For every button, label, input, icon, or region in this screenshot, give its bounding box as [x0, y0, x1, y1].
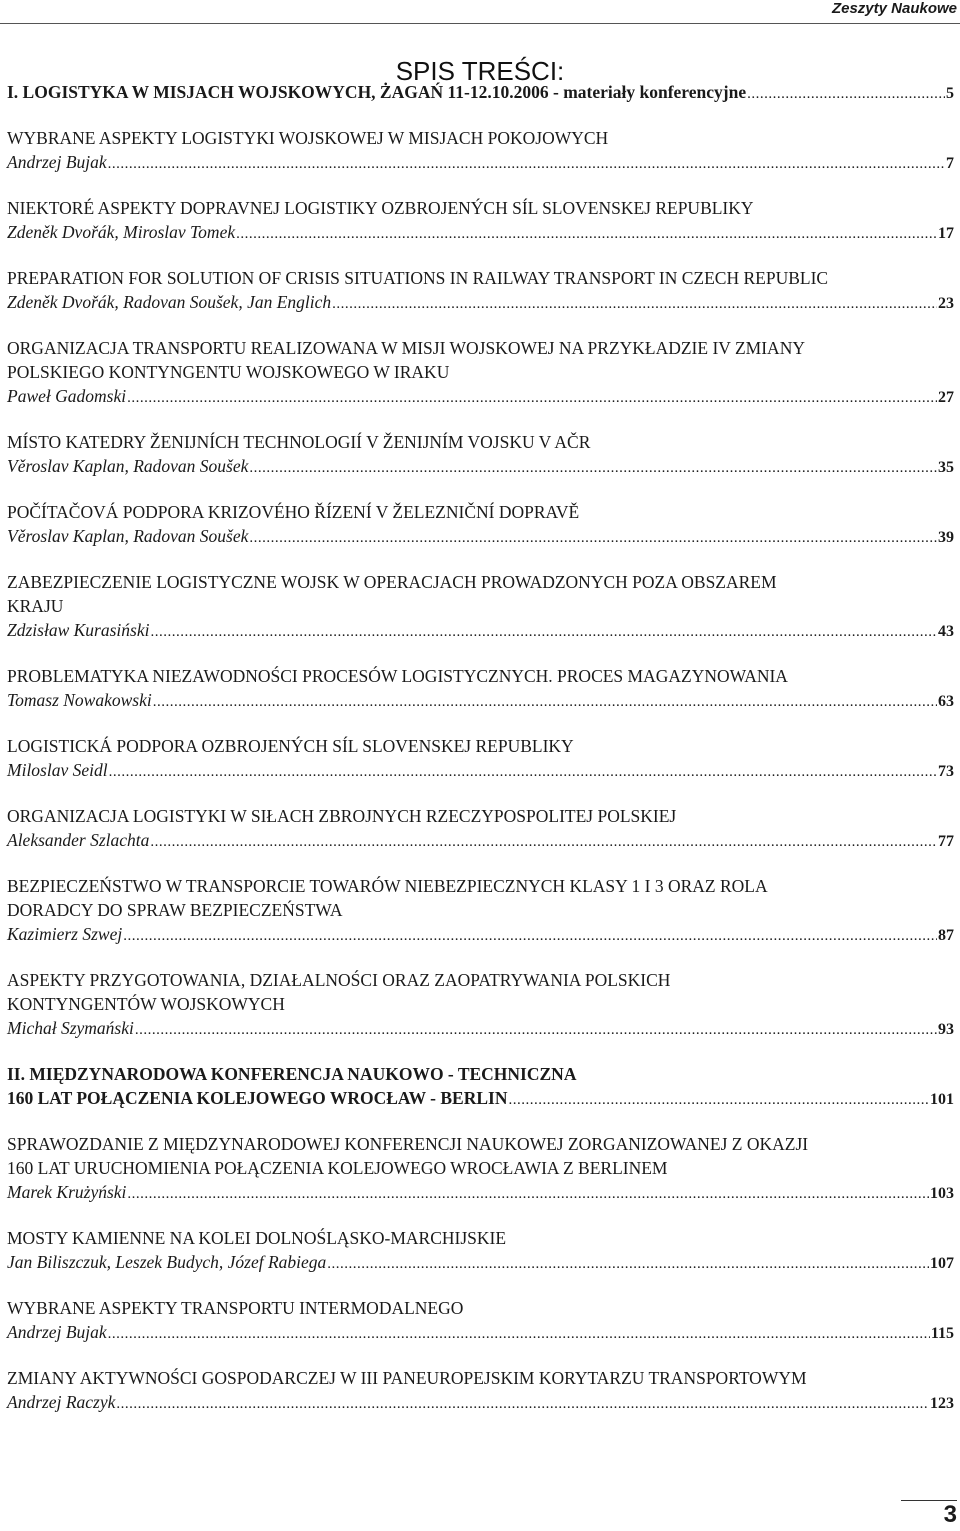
entry-title-line: WYBRANE ASPEKTY LOGISTYKI WOJSKOWEJ W MISJACH POKOJOWYCH [7, 128, 609, 148]
toc-entry[interactable] [7, 734, 954, 784]
toc-entry[interactable] [7, 196, 954, 246]
dot-leader [249, 456, 937, 480]
entry-page-number: 63 [938, 693, 954, 710]
entry-title-line: ASPEKTY PRZYGOTOWANIA, DZIAŁALNOŚCI ORAZ ZAOPATRYWANIA POLSKICH [7, 970, 671, 990]
dot-leader [236, 222, 937, 246]
entry-leader-line [7, 150, 954, 176]
table-of-contents [7, 80, 954, 1416]
toc-entry[interactable] [7, 1226, 954, 1276]
entry-authors: Aleksander Szlachta [7, 830, 150, 850]
entry-title-line: ORGANIZACJA LOGISTYKI W SIŁACH ZBROJNYCH RZECZYPOSPOLITEJ POLSKIEJ [7, 806, 677, 826]
dot-leader [127, 1182, 929, 1206]
entry-title-line: ZMIANY AKTYWNOŚCI GOSPODARCZEJ W III PANEUROPEJSKIM KORYTARZU TRANSPORTOWYM [7, 1368, 807, 1388]
entry-authors: Marek Krużyński [7, 1182, 127, 1202]
entry-authors: Andrzej Bujak [7, 152, 107, 172]
section-heading: I. LOGISTYKA W MISJACH WOJSKOWYCH, ŻAGAŃ 11-12.10.2006 - materiały konferencyjne [7, 82, 747, 102]
entry-title-line: MÍSTO KATEDRY ŽENIJNÍCH TECHNOLOGIÍ V ŽENIJNÍM VOJSKU V AČR [7, 432, 591, 452]
entry-page-number: 87 [938, 927, 954, 944]
dot-leader [508, 1088, 929, 1112]
entry-authors: Andrzej Raczyk [7, 1392, 116, 1412]
entry-authors: Zdzisław Kurasiński [7, 620, 150, 640]
dot-leader [332, 292, 937, 316]
entry-page-number: 107 [930, 1255, 954, 1272]
toc-entry[interactable] [7, 1296, 954, 1346]
dot-leader [135, 1018, 937, 1042]
dot-leader [108, 1322, 930, 1346]
entry-leader-line [7, 758, 954, 784]
toc-entry[interactable] [7, 570, 954, 644]
entry-leader-line [7, 1016, 954, 1042]
section-heading: 160 LAT POŁĄCZENIA KOLEJOWEGO WROCŁAW - BERLIN [7, 1088, 508, 1108]
entry-title-line: POČÍTAČOVÁ PODPORA KRIZOVÉHO ŘÍZENÍ V ŽELEZNIČNÍ DOPRAVĚ [7, 502, 580, 522]
entry-authors: Věroslav Kaplan, Radovan Soušek [7, 456, 249, 476]
entry-title-line: ORGANIZACJA TRANSPORTU REALIZOWANA W MISJI WOJSKOWEJ NA PRZYKŁADZIE IV ZMIANY [7, 338, 805, 358]
dot-leader [123, 924, 937, 948]
toc-entry[interactable] [7, 126, 954, 176]
toc-entry[interactable] [7, 430, 954, 480]
entry-page-number: 23 [938, 295, 954, 312]
entry-page-number: 101 [930, 1091, 954, 1108]
dot-leader [108, 152, 945, 176]
entry-leader-line [7, 618, 954, 644]
entry-authors: Věroslav Kaplan, Radovan Soušek [7, 526, 249, 546]
entry-authors: Jan Biliszczuk, Leszek Budych, Józef Rabiega [7, 1252, 327, 1272]
toc-entry[interactable] [7, 664, 954, 714]
entry-leader-line [7, 524, 954, 550]
entry-page-number: 7 [946, 155, 954, 172]
toc-entry[interactable] [7, 266, 954, 316]
entry-title-line: II. MIĘDZYNARODOWA KONFERENCJA NAUKOWO - TECHNICZNA [7, 1064, 577, 1084]
entry-title-line: NIEKTORÉ ASPEKTY DOPRAVNEJ LOGISTIKY OZBROJENÝCH SÍL SLOVENSKEJ REPUBLIKY [7, 198, 754, 218]
entry-page-number: 5 [946, 85, 954, 102]
entry-title-line: SPRAWOZDANIE Z MIĘDZYNARODOWEJ KONFERENCJI NAUKOWEJ ZORGANIZOWANEJ Z OKAZJI [7, 1134, 809, 1154]
entry-title-line: 160 LAT URUCHOMIENIA POŁĄCZENIA KOLEJOWEGO WROCŁAWIA Z BERLINEM [7, 1158, 668, 1178]
toc-entry[interactable] [7, 968, 954, 1042]
entry-authors: Kazimierz Szwej [7, 924, 123, 944]
dot-leader [327, 1252, 929, 1276]
entry-authors: Zdeněk Dvořák, Radovan Soušek, Jan Englich [7, 292, 332, 312]
entry-page-number: 93 [938, 1021, 954, 1038]
entry-title-line: LOGISTICKÁ PODPORA OZBROJENÝCH SÍL SLOVENSKEJ REPUBLIKY [7, 736, 574, 756]
header-rule [0, 23, 960, 24]
entry-leader-line [7, 1320, 954, 1346]
entry-authors: Tomasz Nowakowski [7, 690, 152, 710]
toc-entry[interactable] [7, 80, 954, 106]
dot-leader [153, 690, 937, 714]
entry-authors: Paweł Gadomski [7, 386, 127, 406]
entry-leader-line [7, 828, 954, 854]
entry-leader-line [7, 1390, 954, 1416]
entry-page-number: 73 [938, 763, 954, 780]
dot-leader [150, 830, 937, 854]
entry-title-line: PROBLEMATYKA NIEZAWODNOŚCI PROCESÓW LOGISTYCZNYCH. PROCES MAGAZYNOWANIA [7, 666, 788, 686]
entry-title-line: PREPARATION FOR SOLUTION OF CRISIS SITUATIONS IN RAILWAY TRANSPORT IN CZECH REPUBLIC [7, 268, 829, 288]
entry-leader-line [7, 454, 954, 480]
entry-page-number: 103 [930, 1185, 954, 1202]
entry-page-number: 35 [938, 459, 954, 476]
page-number: 3 [943, 1501, 957, 1528]
entry-page-number: 77 [938, 833, 954, 850]
journal-name: Zeszyty Naukowe [831, 0, 957, 17]
toc-entry[interactable] [7, 336, 954, 410]
entry-leader-line [7, 1180, 954, 1206]
dot-leader [127, 386, 937, 410]
toc-title: SPIS TREŚCI: [395, 56, 565, 86]
dot-leader [150, 620, 937, 644]
entry-leader-line [7, 384, 954, 410]
entry-title-line: POLSKIEGO KONTYNGENTU WOJSKOWEGO W IRAKU [7, 362, 450, 382]
entry-leader-line [7, 290, 954, 316]
toc-entry[interactable] [7, 804, 954, 854]
entry-page-number: 115 [930, 1325, 954, 1342]
entry-authors: Miloslav Seidl [7, 760, 108, 780]
entry-leader-line [7, 80, 954, 106]
dot-leader [249, 526, 937, 550]
toc-entry[interactable] [7, 1062, 954, 1112]
entry-title-line: BEZPIECZEŃSTWO W TRANSPORCIE TOWARÓW NIEBEZPIECZNYCH KLASY 1 I 3 ORAZ ROLA [7, 876, 768, 896]
entry-authors: Andrzej Bujak [7, 1322, 107, 1342]
dot-leader [116, 1392, 929, 1416]
entry-page-number: 123 [930, 1395, 954, 1412]
entry-title-line: WYBRANE ASPEKTY TRANSPORTU INTERMODALNEGO [7, 1298, 464, 1318]
dot-leader [747, 82, 945, 106]
entry-title-line: MOSTY KAMIENNE NA KOLEI DOLNOŚLĄSKO-MARCHIJSKIE [7, 1228, 507, 1248]
entry-authors: Michał Szymański [7, 1018, 134, 1038]
toc-entry[interactable] [7, 1132, 954, 1206]
toc-entry[interactable] [7, 500, 954, 550]
entry-page-number: 39 [938, 529, 954, 546]
entry-title-line: KONTYNGENTÓW WOJSKOWYCH [7, 994, 285, 1014]
entry-leader-line [7, 1086, 954, 1112]
entry-page-number: 27 [938, 389, 954, 406]
entry-page-number: 17 [938, 225, 954, 242]
dot-leader [109, 760, 937, 784]
entry-leader-line [7, 220, 954, 246]
entry-title-line: KRAJU [7, 596, 64, 616]
entry-leader-line [7, 688, 954, 714]
toc-entry[interactable] [7, 1366, 954, 1416]
entry-leader-line [7, 922, 954, 948]
entry-title-line: ZABEZPIECZENIE LOGISTYCZNE WOJSK W OPERACJACH PROWADZONYCH POZA OBSZAREM [7, 572, 777, 592]
entry-page-number: 43 [938, 623, 954, 640]
toc-entry[interactable] [7, 874, 954, 948]
entry-authors: Zdeněk Dvořák, Miroslav Tomek [7, 222, 236, 242]
entry-title-line: DORADCY DO SPRAW BEZPIECZEŃSTWA [7, 900, 343, 920]
entry-leader-line [7, 1250, 954, 1276]
